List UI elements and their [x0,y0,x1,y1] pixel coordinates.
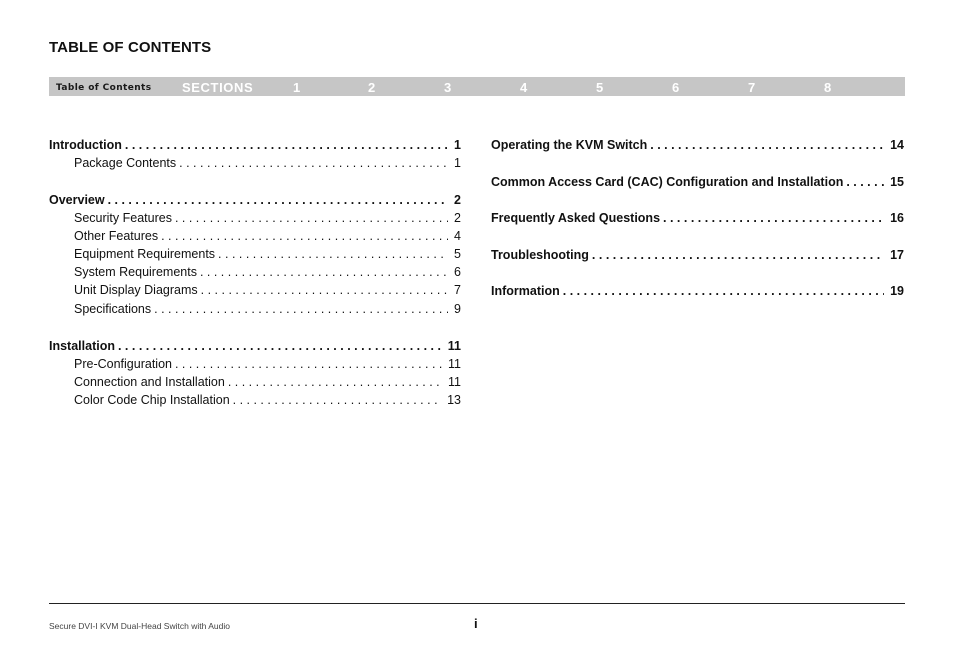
toc-entry-system-requirements[interactable] [74,265,461,283]
toc-entry-page: 4 [454,229,461,243]
toc-entry-color-code-chip-installation[interactable] [74,393,461,411]
toc-entry-label: Introduction [49,138,122,152]
toc-entry-page: 5 [454,247,461,261]
toc-entry-unit-display-diagrams[interactable] [74,283,461,301]
toc-entry-label: Frequently Asked Questions [491,211,661,225]
toc-entry-page: 16 [890,211,904,225]
toc-entry-information[interactable] [491,284,904,302]
toc-entry-operating-kvm-switch[interactable] [491,138,904,156]
toc-entry-page: 11 [448,375,461,389]
toc-entry-security-features[interactable] [74,211,461,229]
toc-entry-label: Installation [49,339,115,353]
dot-leader [118,339,442,353]
section-nav-bar [49,77,905,96]
dot-leader [179,156,448,170]
toc-entry-package-contents[interactable] [74,156,461,174]
toc-entry-page: 7 [454,283,461,297]
nav-sections-label: SECTIONS [182,80,254,95]
toc-entry-label: Overview [49,193,105,207]
toc-entry-page: 11 [447,339,461,353]
nav-section-2[interactable]: 2 [368,80,376,95]
dot-leader [563,284,884,298]
dot-leader [175,357,442,371]
nav-section-3[interactable]: 3 [444,80,452,95]
toc-entry-label: Color Code Chip Installation [74,393,230,407]
toc-entry-page: 2 [454,211,461,225]
dot-leader [108,193,448,207]
toc-entry-page: 19 [890,284,904,298]
toc-entry-label: Pre-Configuration [74,357,172,371]
toc-entry-label: System Requirements [74,265,197,279]
toc-entry-label: Other Features [74,229,159,243]
toc-entry-cac-configuration[interactable] [491,175,904,193]
toc-entry-page: 11 [448,357,461,371]
toc-entry-other-features[interactable] [74,229,461,247]
dot-leader [650,138,884,152]
toc-entry-page: 14 [890,138,904,152]
toc-entry-page: 17 [890,248,904,262]
nav-section-5[interactable]: 5 [596,80,604,95]
toc-entry-label: Operating the KVM Switch [491,138,648,152]
dot-leader [663,211,884,225]
nav-section-8[interactable]: 8 [824,80,832,95]
dot-leader [125,138,448,152]
dot-leader [154,302,448,316]
dot-leader [218,247,448,261]
toc-entry-page: 9 [454,302,461,316]
toc-entry-specifications[interactable] [74,302,461,320]
toc-entry-label: Package Contents [74,156,177,170]
toc-entry-installation[interactable] [49,339,461,357]
toc-entry-page: 15 [890,175,904,189]
nav-section-4[interactable]: 4 [520,80,528,95]
toc-entry-pre-configuration[interactable] [74,357,461,375]
page-title: TABLE OF CONTENTS [49,39,212,56]
toc-entry-page: 1 [454,156,461,170]
toc-entry-label: Troubleshooting [491,248,589,262]
toc-entry-faq[interactable] [491,211,904,229]
toc-entry-connection-and-installation[interactable] [74,375,461,393]
nav-toc-label[interactable]: Table of Contents [56,83,152,93]
toc-entry-label: Unit Display Diagrams [74,283,198,297]
dot-leader [161,229,448,243]
toc-entry-label: Information [491,284,560,298]
toc-entry-label: Specifications [74,302,152,316]
nav-section-6[interactable]: 6 [672,80,680,95]
toc-entry-page: 1 [454,138,461,152]
dot-leader [228,375,442,389]
dot-leader [592,248,884,262]
toc-entry-page: 6 [454,265,461,279]
toc-entry-page: 13 [447,393,461,407]
dot-leader [175,211,448,225]
toc-entry-troubleshooting[interactable] [491,248,904,266]
dot-leader [200,265,448,279]
toc-entry-label: Equipment Requirements [74,247,216,261]
footer-page-number: i [474,616,478,631]
toc-entry-overview[interactable] [49,193,461,211]
toc-entry-introduction[interactable] [49,138,461,156]
nav-section-1[interactable]: 1 [293,80,301,95]
nav-section-7[interactable]: 7 [748,80,756,95]
toc-entry-page: 2 [454,193,461,207]
footer-product-name: Secure DVI-I KVM Dual-Head Switch with Audio [49,621,230,631]
toc-entry-equipment-requirements[interactable] [74,247,461,265]
toc-entry-label: Connection and Installation [74,375,225,389]
toc-entry-label: Common Access Card (CAC) Configuration and Installation [491,175,844,189]
toc-entry-label: Security Features [74,211,172,225]
footer-divider [49,603,905,604]
dot-leader [201,283,448,297]
dot-leader [846,175,884,189]
dot-leader [233,393,441,407]
